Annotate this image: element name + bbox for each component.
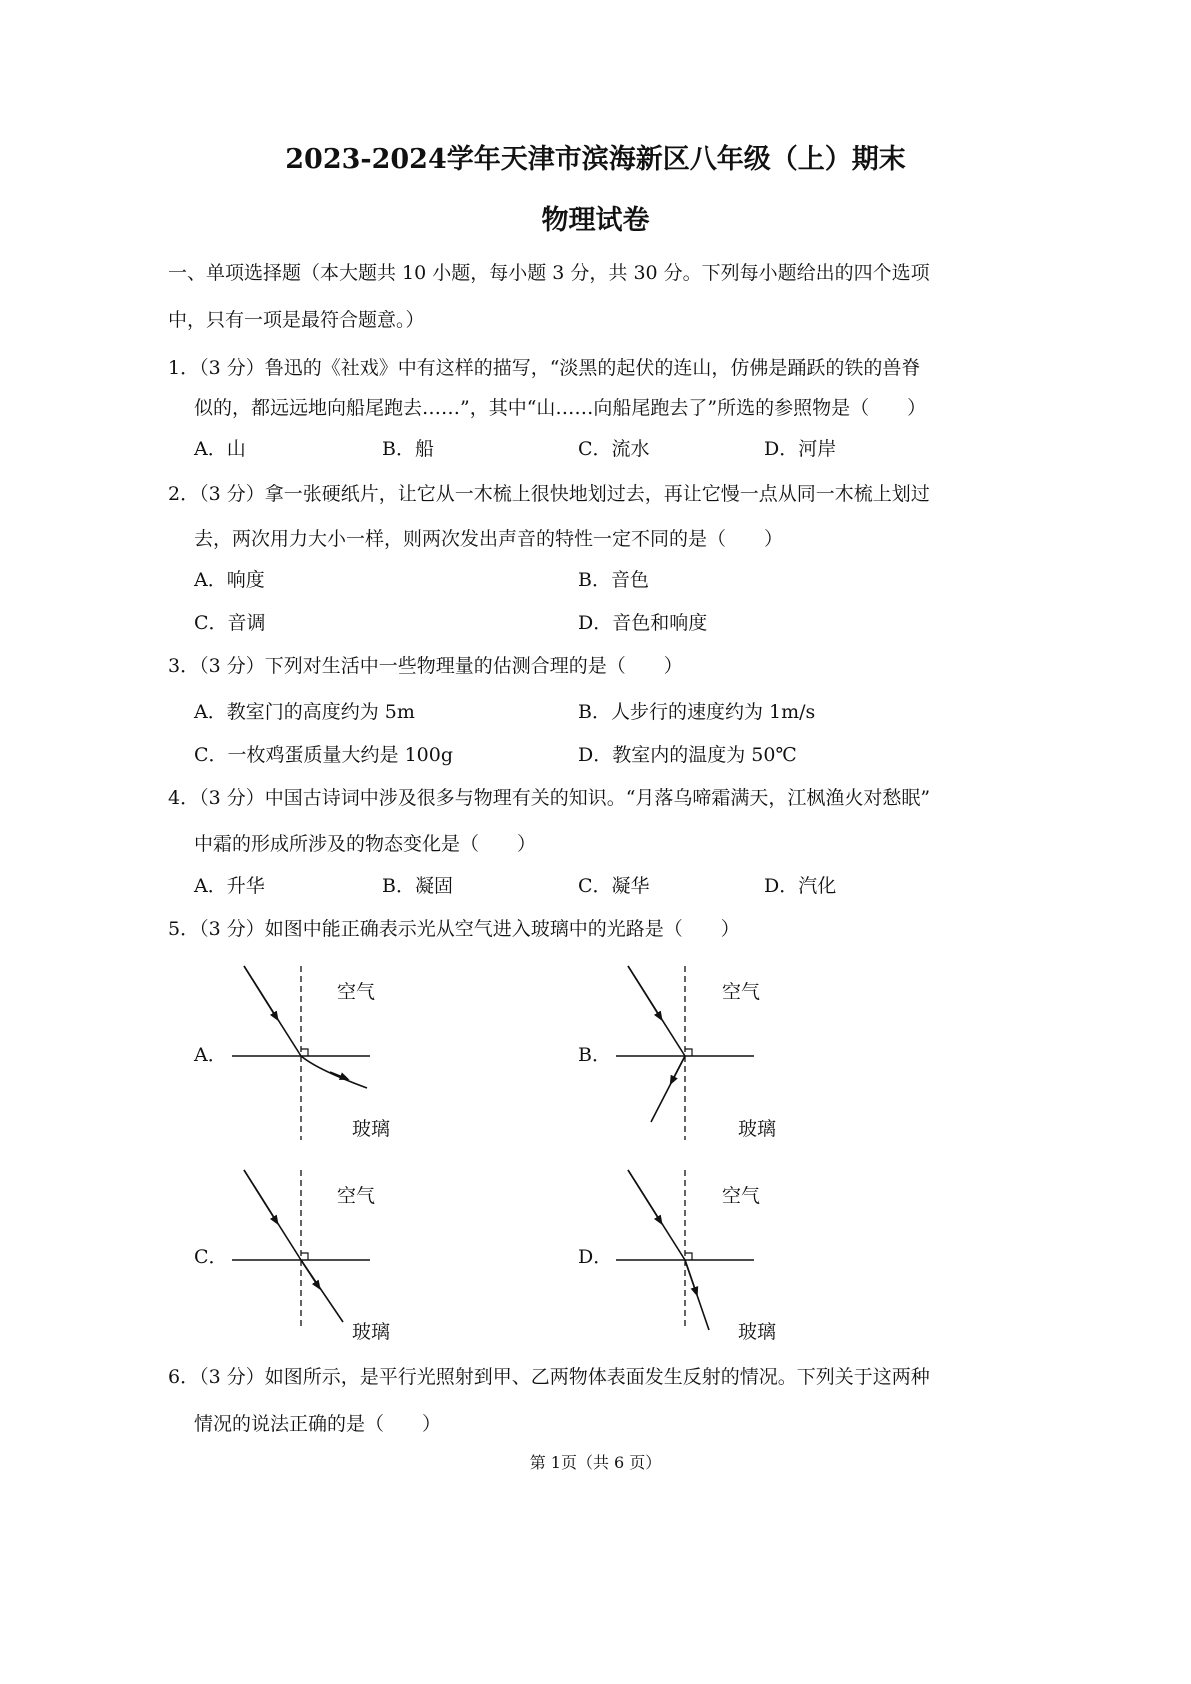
diagram-b-glass-label: 玻璃: [738, 1118, 777, 1140]
question-1-line1: 1．（3 分）鲁迅的《社戏》中有这样的描写，“淡黑的起伏的连山，仿佛是踊跃的铁的兽脊: [168, 357, 921, 379]
q1-option-c: C．流水: [578, 438, 650, 460]
diagram-a-glass-label: 玻璃: [352, 1118, 391, 1140]
question-4-line2: 中霜的形成所涉及的物态变化是（ ）: [194, 833, 537, 855]
q1-option-d: D．河岸: [764, 438, 837, 460]
q5-option-d: D．: [578, 1246, 613, 1268]
q4-option-a: A．升华: [194, 875, 265, 897]
question-6-line2: 情况的说法正确的是（ ）: [194, 1413, 442, 1435]
diagram-b-air-label: 空气: [722, 981, 761, 1003]
q5-option-a: A．: [194, 1044, 227, 1066]
q3-option-b: B．人步行的速度约为 1m/s: [578, 701, 816, 723]
q3-option-c: C．一枚鸡蛋质量大约是 100g: [194, 744, 454, 766]
q2-option-d: D．音色和响度: [578, 612, 708, 634]
q5-option-c: C．: [194, 1246, 228, 1268]
q2-option-a: A．响度: [194, 569, 265, 591]
diagram-c: [232, 1170, 390, 1343]
question-4-line1: 4．（3 分）中国古诗词中涉及很多与物理有关的知识。“月落乌啼霜满天，江枫渔火对愁眠”: [168, 787, 931, 809]
diagram-d-air-label: 空气: [722, 1185, 761, 1207]
q2-option-b: B．音色: [578, 569, 649, 591]
question-3-line1: 3．（3 分）下列对生活中一些物理量的估测合理的是（ ）: [168, 655, 683, 677]
q1-option-a: A．山: [194, 438, 246, 460]
section-heading-line1: 一、单项选择题（本大题共 10 小题，每小题 3 分，共 30 分。下列每小题给出的四个选项: [168, 262, 930, 284]
q1-option-b: B．船: [382, 438, 434, 460]
q5-option-b: B．: [578, 1044, 611, 1066]
q3-option-d: D．教室内的温度为 50℃: [578, 744, 797, 766]
diagram-a-air-label: 空气: [337, 981, 376, 1003]
diagram-c-air-label: 空气: [337, 1185, 376, 1207]
question-6-line1: 6．（3 分）如图所示，是平行光照射到甲、乙两物体表面发生反射的情况。下列关于这两种: [168, 1366, 930, 1388]
exam-title-line2: 物理试卷: [541, 205, 650, 236]
question-2-line2: 去，两次用力大小一样，则两次发出声音的特性一定不同的是（ ）: [194, 528, 784, 550]
diagram-b: [616, 966, 776, 1140]
diagram-d-glass-label: 玻璃: [738, 1321, 777, 1343]
diagram-c-glass-label: 玻璃: [352, 1321, 391, 1343]
diagram-d: [616, 1170, 776, 1343]
exam-title-line1: 2023-2024学年天津市滨海新区八年级（上）期末: [285, 144, 906, 175]
diagram-a: [232, 966, 390, 1140]
section-heading-line2: 中，只有一项是最符合题意。）: [168, 309, 425, 331]
q4-option-c: C．凝华: [578, 875, 650, 897]
q3-option-a: A．教室门的高度约为 5m: [194, 701, 415, 723]
question-5-line1: 5．（3 分）如图中能正确表示光从空气进入玻璃中的光路是（ ）: [168, 918, 740, 940]
page-footer: 第 1页（共 6 页）: [529, 1453, 662, 1472]
question-1-line2: 似的，都远远地向船尾跑去……”，其中“山……向船尾跑去了”所选的参照物是（ ）: [194, 397, 927, 419]
question-2-line1: 2．（3 分）拿一张硬纸片，让它从一木梳上很快地划过去，再让它慢一点从同一木梳上划过: [168, 483, 930, 505]
q4-option-b: B．凝固: [382, 875, 453, 897]
q4-option-d: D．汽化: [764, 875, 837, 897]
q2-option-c: C．音调: [194, 612, 266, 634]
